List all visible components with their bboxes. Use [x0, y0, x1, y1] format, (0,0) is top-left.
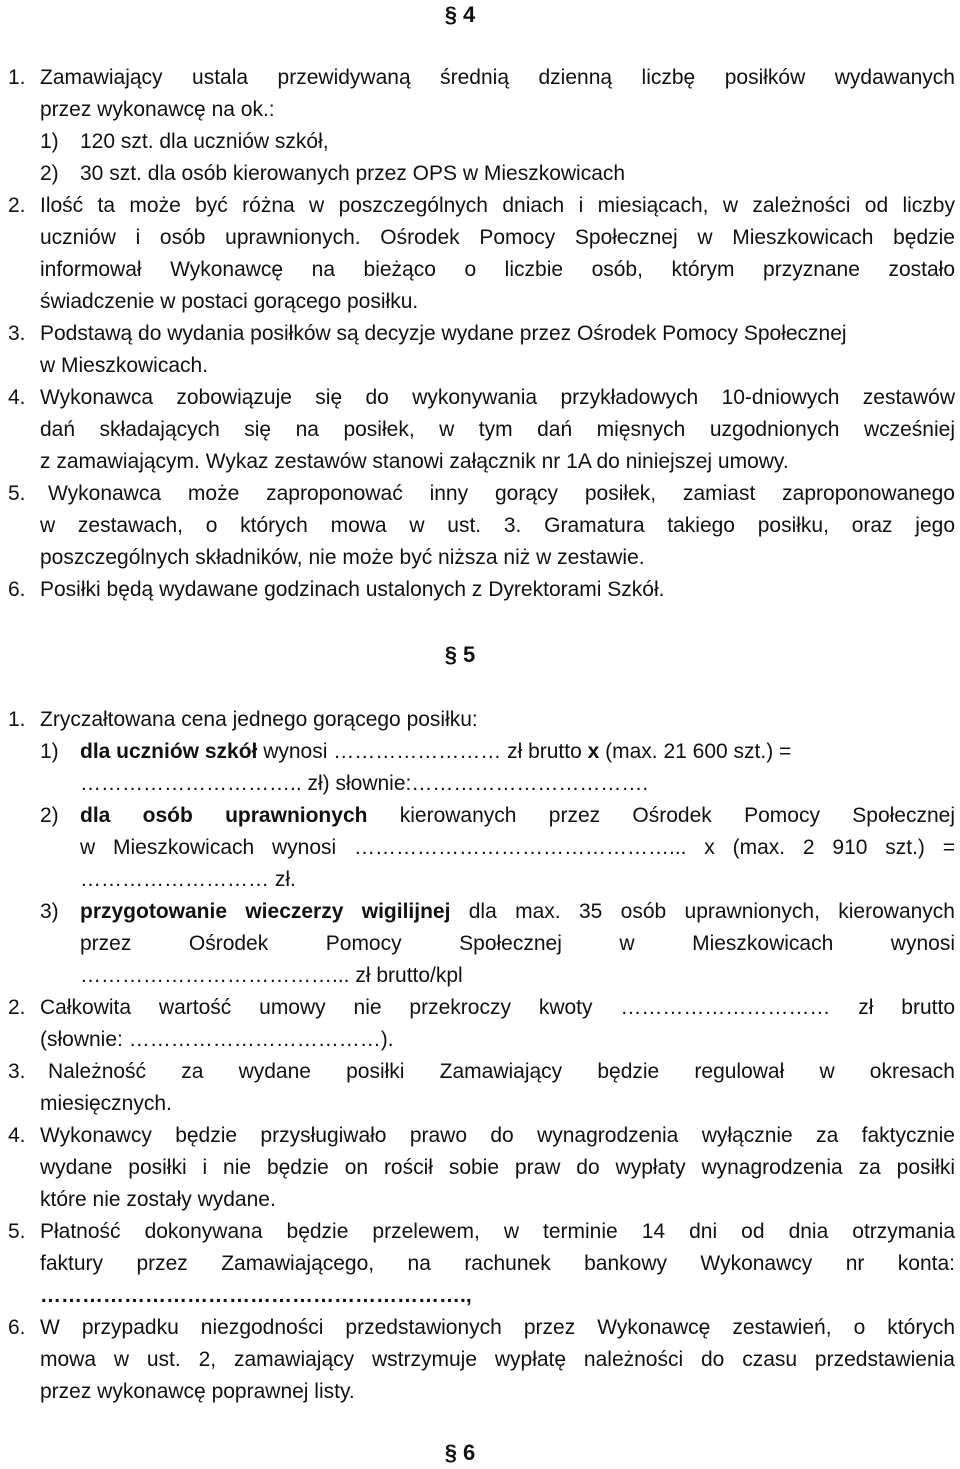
section-6-title: § 6 [444, 1440, 476, 1465]
document-page: § 4 1. Zamawiający ustala przewidywaną średnią dzienną liczbę posiłków wydawanych przez wykonawcę na ok.: 1) 120 szt. dla uczniów szkół, 2) 30 szt. dla osób kierowanych przez OPS w Mieszkowicach 2. Ilość ta może być różna w poszczególnych dniach i miesiącach, w zależności od liczby uczniów i osób uprawnionych. Ośrodek Pomocy Społecznej w Mieszkowicach będzie informował Wykonawcę na bieżąco o liczbie osób, którym przyznane zostało świadczenie w postaci gorącego posiłku. 3. Podstawą do wydania posiłków są decyzje wydane przez Ośrodek Pomocy Społecznej w Mieszkowicach. 4. Wykonawca zobowiązuje się do wykonywania przykładowych 10-dniowych zestawów dań składających się na posiłek, w tym dań mięsnych uzgodnionych wcześniej z zamawiającym. Wykaz zestawów stanowi załącznik nr 1A do niniejszej umowy. 5. Wykonawca może zaproponować inny gorący posiłek, zamiast zaproponowanego w zestawach, o których mowa w ust. 3. Gramatura takiego posiłku, oraz jego poszczególnych składników, nie może być niższa niż w zestawie. 6. Posiłki będą wydawane godzinach ustalonych z Dyrektorami Szkół. § 5 1. Zryczałtowana cena jednego gorącego posiłku: 1) dla uczniów szkół wynosi …………………… zł brutto x (max. 21 600 szt.) = ………………………….. zł) słownie:……………………………. 2) dla osób uprawnionych kierowanych przez Ośrodek Pomocy Społecznej w Mieszkowicach wynosi ………………………………………... x (max. 2 910 szt.) = ……………………… zł. 3) przygotowanie wieczerzy wigilijnej dla max. 35 osób uprawnionych, kierowanych przez Ośrodek Pomocy Społecznej w Mieszkowicach wynosi ………………………………... zł brutto/kpl 2. Całkowita wartość umowy nie przekroczy kwoty ………………………… zł brutto (słownie: ………………………………). 3. Należność za wydane posiłki Zamawiający będzie regulował w okresach miesięcznych. 4. Wykonawcy będzie przysługiwało prawo do wynagrodzenia wyłącznie za faktycznie wydane posiłki i nie będzie on rościł sobie praw do wypłaty wynagrodzenia za posiłki które nie zostały wydane. 5. Płatność dokonywana będzie przelewem, w terminie 14 dni od dnia otrzymania faktury przez Zamawiającego, na rachunek bankowy Wykonawcy nr konta: ……………………………………………………., 6. W przypadku niezgodności przedstawionych przez Wykonawcę zestawień, o których mowa w ust. 2, zamawiający wstrzymuje wypłatę należności do czasu przedstawienia przez wykonawcę poprawnej listy. § 6 [0, 0, 960, 1469]
section-5-title: § 5 [444, 642, 476, 667]
s4-p1-number: 1. [8, 66, 26, 89]
section-4-title: § 4 [444, 2, 476, 27]
